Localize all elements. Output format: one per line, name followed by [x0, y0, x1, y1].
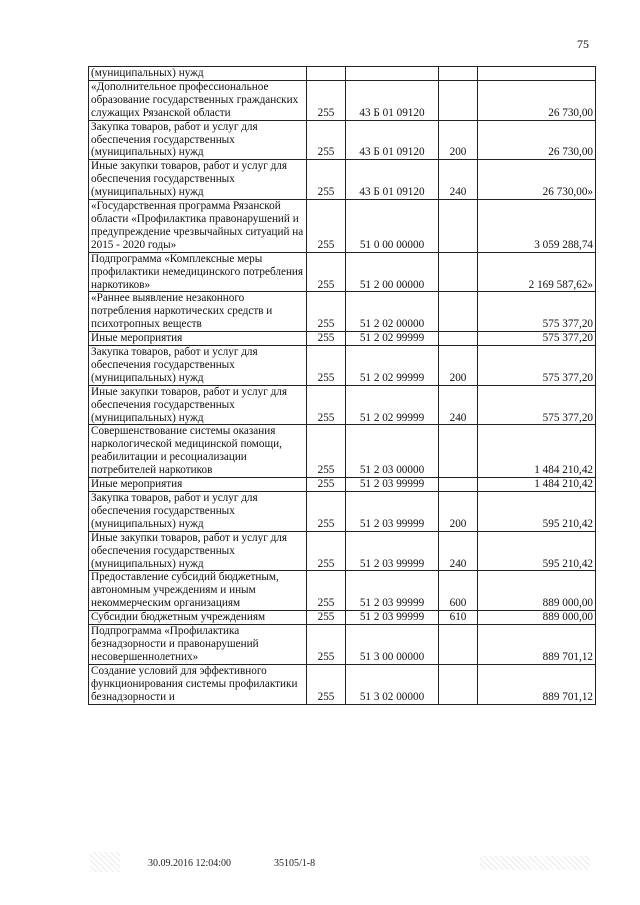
scan-stamp-mark-right — [480, 856, 590, 870]
row-vr-cell: 240 — [439, 531, 478, 571]
footer-date: 30.09.2016 12:04:00 — [148, 858, 232, 869]
row-csr-cell: 51 3 00 00000 — [346, 625, 439, 665]
scan-stamp-mark — [90, 852, 120, 872]
row-ved-cell — [307, 67, 346, 81]
row-ved-cell: 255 — [307, 252, 346, 292]
row-name-cell: «Раннее выявление незаконного потребления наркотических средств и психотропных веществ — [89, 292, 307, 332]
row-csr-cell: 51 3 02 00000 — [346, 664, 439, 704]
table-row — [89, 492, 596, 532]
row-sum-cell — [478, 67, 596, 81]
row-vr-cell: 610 — [439, 611, 478, 625]
row-vr-cell — [439, 332, 478, 346]
table-row — [89, 67, 596, 81]
row-csr-cell: 51 2 03 99999 — [346, 492, 439, 532]
row-name-cell: Закупка товаров, работ и услуг для обеспечения государственных (муниципальных) нужд — [89, 492, 307, 532]
row-csr-cell: 43 Б 01 09120 — [346, 80, 439, 120]
row-ved-cell: 255 — [307, 160, 346, 200]
table-row — [89, 571, 596, 611]
row-ved-cell: 255 — [307, 478, 346, 492]
row-csr-cell: 51 2 02 00000 — [346, 292, 439, 332]
row-vr-cell — [439, 67, 478, 81]
table-row — [89, 120, 596, 160]
table-row — [89, 478, 596, 492]
row-sum-cell: 1 484 210,42 — [478, 478, 596, 492]
table-row — [89, 160, 596, 200]
row-name-cell: Иные закупки товаров, работ и услуг для обеспечения государственных (муниципальных) нужд — [89, 531, 307, 571]
row-vr-cell — [439, 478, 478, 492]
table-row — [89, 611, 596, 625]
row-csr-cell: 51 2 00 00000 — [346, 252, 439, 292]
row-ved-cell: 255 — [307, 492, 346, 532]
row-sum-cell: 3 059 288,74 — [478, 200, 596, 253]
table-row — [89, 531, 596, 571]
row-sum-cell: 575 377,20 — [478, 292, 596, 332]
row-name-cell: Подпрограмма «Комплексные меры профилактики немедицинского потребления наркотиков» — [89, 252, 307, 292]
row-name-cell: Закупка товаров, работ и услуг для обеспечения государственных (муниципальных) нужд — [89, 120, 307, 160]
row-csr-cell: 51 0 00 00000 — [346, 200, 439, 253]
row-sum-cell: 889 701,12 — [478, 664, 596, 704]
row-vr-cell: 200 — [439, 120, 478, 160]
row-sum-cell: 26 730,00 — [478, 120, 596, 160]
row-sum-cell: 26 730,00 — [478, 80, 596, 120]
table-row — [89, 625, 596, 665]
row-sum-cell: 575 377,20 — [478, 332, 596, 346]
row-vr-cell — [439, 425, 478, 478]
table-row — [89, 664, 596, 704]
row-ved-cell: 255 — [307, 664, 346, 704]
row-name-cell: Субсидии бюджетным учреждениям — [89, 611, 307, 625]
row-csr-cell: 51 2 03 99999 — [346, 531, 439, 571]
footer-doc-number: 35105/1-8 — [274, 858, 316, 869]
row-name-cell: Предоставление субсидий бюджетным, автономным учреждениям и иным некоммерческим организациям — [89, 571, 307, 611]
row-vr-cell: 200 — [439, 346, 478, 386]
row-ved-cell: 255 — [307, 611, 346, 625]
row-ved-cell: 255 — [307, 120, 346, 160]
row-vr-cell — [439, 80, 478, 120]
page-number: 75 — [577, 37, 589, 51]
table-row — [89, 385, 596, 425]
row-ved-cell: 255 — [307, 531, 346, 571]
row-ved-cell: 255 — [307, 200, 346, 253]
row-name-cell: Иные мероприятия — [89, 332, 307, 346]
row-csr-cell: 51 2 02 99999 — [346, 385, 439, 425]
row-csr-cell — [346, 67, 439, 81]
row-vr-cell — [439, 252, 478, 292]
row-sum-cell: 889 701,12 — [478, 625, 596, 665]
row-sum-cell: 26 730,00» — [478, 160, 596, 200]
row-name-cell: Совершенствование системы оказания наркологической медицинской помощи, реабилитации и ресоциализации потребителей наркотиков — [89, 425, 307, 478]
row-csr-cell: 51 2 02 99999 — [346, 332, 439, 346]
row-vr-cell: 200 — [439, 492, 478, 532]
table-row — [89, 200, 596, 253]
table-row — [89, 425, 596, 478]
table-row — [89, 292, 596, 332]
row-sum-cell: 575 377,20 — [478, 385, 596, 425]
row-csr-cell: 51 2 03 99999 — [346, 611, 439, 625]
row-vr-cell: 600 — [439, 571, 478, 611]
row-csr-cell: 51 2 02 99999 — [346, 346, 439, 386]
row-sum-cell: 889 000,00 — [478, 611, 596, 625]
row-sum-cell: 889 000,00 — [478, 571, 596, 611]
row-ved-cell: 255 — [307, 332, 346, 346]
row-vr-cell — [439, 292, 478, 332]
row-vr-cell — [439, 625, 478, 665]
row-vr-cell — [439, 664, 478, 704]
row-name-cell: «Дополнительное профессиональное образование государственных гражданских служащих Рязанской области — [89, 80, 307, 120]
row-sum-cell: 2 169 587,62» — [478, 252, 596, 292]
table-row — [89, 80, 596, 120]
row-name-cell: Закупка товаров, работ и услуг для обеспечения государственных (муниципальных) нужд — [89, 346, 307, 386]
row-ved-cell: 255 — [307, 80, 346, 120]
row-vr-cell — [439, 200, 478, 253]
row-csr-cell: 43 Б 01 09120 — [346, 120, 439, 160]
row-name-cell: Иные закупки товаров, работ и услуг для обеспечения государственных (муниципальных) нужд — [89, 385, 307, 425]
table-row — [89, 346, 596, 386]
row-name-cell: «Государственная программа Рязанской области «Профилактика правонарушений и предупреждение чрезвычайных ситуаций на 2015 - 2020 годы» — [89, 200, 307, 253]
row-name-cell: (муниципальных) нужд — [89, 67, 307, 81]
row-name-cell: Иные мероприятия — [89, 478, 307, 492]
table-row — [89, 252, 596, 292]
table-row — [89, 332, 596, 346]
budget-table — [88, 66, 596, 705]
row-csr-cell: 51 2 03 99999 — [346, 478, 439, 492]
row-ved-cell: 255 — [307, 385, 346, 425]
row-csr-cell: 51 2 03 99999 — [346, 571, 439, 611]
row-name-cell: Иные закупки товаров, работ и услуг для обеспечения государственных (муниципальных) нужд — [89, 160, 307, 200]
row-ved-cell: 255 — [307, 571, 346, 611]
row-ved-cell: 255 — [307, 625, 346, 665]
row-ved-cell: 255 — [307, 425, 346, 478]
row-sum-cell: 595 210,42 — [478, 531, 596, 571]
row-name-cell: Создание условий для эффективного функционирования системы профилактики безнадзорности и — [89, 664, 307, 704]
row-name-cell: Подпрограмма «Профилактика безнадзорности и правонарушений несовершеннолетних» — [89, 625, 307, 665]
row-vr-cell: 240 — [439, 385, 478, 425]
row-csr-cell: 51 2 03 00000 — [346, 425, 439, 478]
row-vr-cell: 240 — [439, 160, 478, 200]
row-ved-cell: 255 — [307, 292, 346, 332]
row-sum-cell: 595 210,42 — [478, 492, 596, 532]
row-csr-cell: 43 Б 01 09120 — [346, 160, 439, 200]
row-sum-cell: 575 377,20 — [478, 346, 596, 386]
row-ved-cell: 255 — [307, 346, 346, 386]
row-sum-cell: 1 484 210,42 — [478, 425, 596, 478]
